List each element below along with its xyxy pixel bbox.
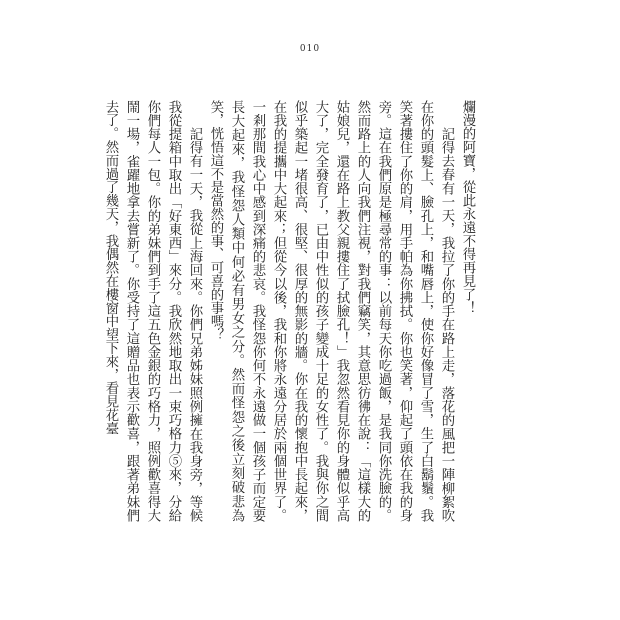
- page-number: 010: [299, 44, 321, 54]
- paragraph-1: 爛漫的阿寶，從此永遠不得再見了！: [460, 100, 475, 315]
- vertical-text-block: [100, 100, 478, 522]
- paragraph-2: 記得去春有一天，我拉了你的手在路上走，落花的風把一陣柳絮吹在你的頭髮上、臉孔上，和嘴唇上，使你好像冒了雪，生了白鬍鬚。我笑著摟住了你的肩，用手帕為你拂拭。你也笑著，仰起了頭依在我的身旁。這在我們原是極尋常的事：以前每天你吃過飯，是我同你洗臉的。然而路上的人向我們注視，對我們竊笑，其意思彷彿在說：「這樣大的姑娘兒，還在路上教父親摟住了拭臉孔！」我忽然看見你的身體似乎高大了，完全發育了，已由中性似的孩子變成十足的女性了。我與你之間似乎築起一堵很高、很堅、很厚的無影的牆。你在我的懷抱中長起來，在我的提攜中大起來；但從今以後，我和你將永遠分居於兩個世界了。一剎那間我心中感到深痛的悲哀。我怪怨你何不永遠做一個孩子而定要長大起來，我怪怨人類中何必有男女之分。然而怪怨之後立刻破悲為笑，恍悟這不是當然的事、可喜的事嗎？: [208, 100, 454, 522]
- paragraph-3: 記得有一天，我從上海回來。你們兄弟姊妹照例擁在我身旁，等候我從提箱中取出「好東西」來分。我欣然地取出一束巧格力⑤來，分給你們每人一包。你的弟妹們到手了這五色金銀的巧格力，照例歡喜得大鬧一場，雀躍地拿去嘗新了。你受持了這贈品也表示歡喜，跟著弟妹們去了。然而過了幾天，我偶然在樓窗中望下來，看見花臺: [103, 100, 202, 522]
